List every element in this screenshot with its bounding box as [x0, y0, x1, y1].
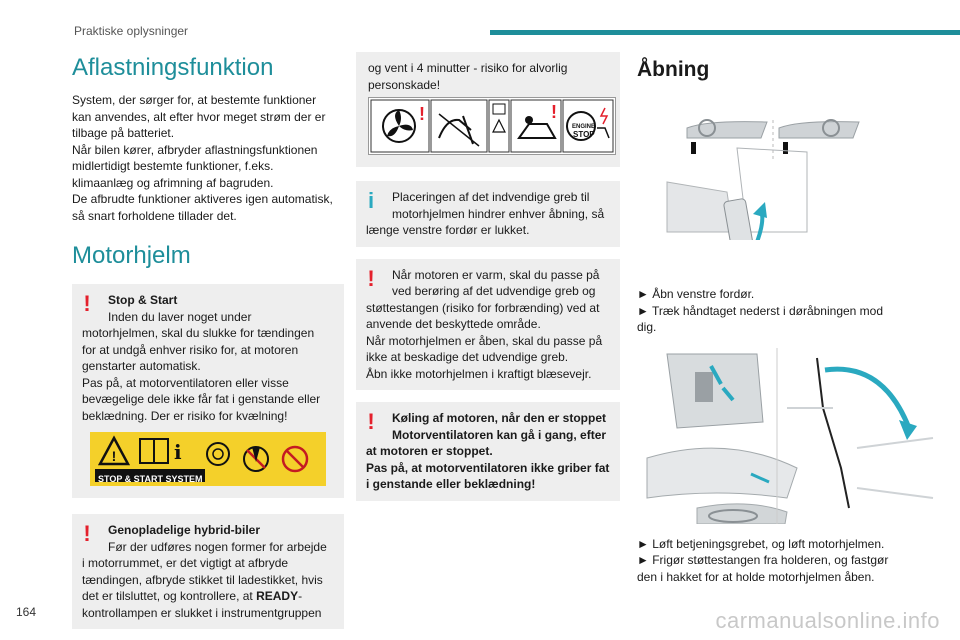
- sticker-text: STOP & START SYSTEM: [98, 474, 203, 484]
- column-1: [72, 54, 344, 640]
- step-1-caption: ► Åbn venstre fordør. ► Træk håndtaget nederst i døråbningen mod dig.: [637, 287, 884, 334]
- stop-start-warning-sticker: [90, 432, 326, 486]
- page-number: 164: [16, 605, 37, 619]
- warning-box-engine-cooling: ! Køling af motoren, når den er stoppet Motorventilatoren kan gå i gang, efter at motoren er stoppet. Pas på, at motorventilatoren ikke griber fat i genstande eller beklædning!: [356, 402, 620, 501]
- intro-paragraph: System, der sørger for, at bestemte funktioner kan anvendes, alt efter hvor meget strøm der er tilbage på batteriet. Når bilen kører, afbryder aflastningsfunktionen midlertidigt bestemte funktioner, f.eks. klimaanlæg og afrimning af bagruden. De afbrudte funktioner aktiveres igen automatisk, så snart forholdene tillader det.: [72, 93, 333, 223]
- hood-opening-drawing: [637, 348, 937, 524]
- title-aflastningsfunktion: Aflastningsfunktion: [72, 54, 274, 81]
- warning-box-continued: og vent i 4 minutter - risiko for alvorlig personskade! ! ! ENGINE STOP: [356, 52, 620, 167]
- warning-icon: !: [367, 409, 375, 434]
- warning-icon: !: [83, 521, 91, 546]
- illustration-dashboard-lever: [637, 92, 937, 240]
- engine-fan-warning-sticker: [368, 97, 616, 155]
- info-icon: i: [367, 188, 375, 213]
- title-motorhjelm: Motorhjelm: [72, 242, 191, 269]
- watermark: carmanualsonline.info: [715, 608, 940, 633]
- step-2-caption: ► Løft betjeningsgrebet, og løft motorhjelmen. ► Frigør støttestangen fra holderen, og fastgør den i hakket for at holde motorhjelmen åben.: [637, 536, 889, 584]
- warning-box-hot-engine: ! Når motoren er varm, skal du passe på ved berøring af det udvendige greb og støttestangen (risiko for forbrænding) ved at anvende det beskyttede område. Når motorhjelmen er åben, skal du passe på ikke at beskadige det udvendige greb. Åbn ikke motorhjelmen i kraftigt blæsevejr.: [356, 259, 620, 391]
- info-box-inner-lever: i Placeringen af det indvendige greb til motorhjelmen hindrer enhver åbning, så længe venstre fordør er lukket.: [356, 181, 620, 247]
- svg-text:!: !: [551, 102, 557, 122]
- illustration-hood-opening: [637, 348, 937, 524]
- header-accent-bar: [490, 30, 960, 35]
- svg-text:!: !: [111, 448, 117, 464]
- title-abning: Åbning: [637, 58, 710, 81]
- engine-label-2: STOP: [573, 130, 595, 139]
- svg-text:i: i: [174, 440, 182, 464]
- dashboard-lever-drawing: [637, 92, 937, 240]
- section-label: Praktiske oplysninger: [74, 24, 189, 38]
- warning-box-hybrid: ! Genopladelige hybrid-biler Før der udføres nogen former for arbejde i motorrummet, er det vigtigt at afbryde tændingen, afbryde stikket til ladestikket, hvis det er tilsluttet, og kontrollere, at READY- kontrollampen er slukket i instrumentgruppen: [72, 514, 344, 629]
- engine-label-1: ENGINE: [572, 124, 596, 130]
- warning-box-stop-start: ! Stop & Start Inden du laver noget under motorhjelmen, skal du slukke for tændingen for at undgå enhver risiko for, at motoren genstarter automatisk. Pas på, at motorventilatoren eller visse bevægelige dele ikke får fat i genstande eller beklædning. Der er risiko for kvælning! ! i STOP & START SYSTEM: [72, 284, 344, 498]
- column-2: [356, 52, 620, 513]
- warning-icon: !: [367, 265, 375, 291]
- column-3: [637, 52, 937, 585]
- svg-text:!: !: [419, 104, 425, 124]
- warning-icon: !: [83, 291, 91, 316]
